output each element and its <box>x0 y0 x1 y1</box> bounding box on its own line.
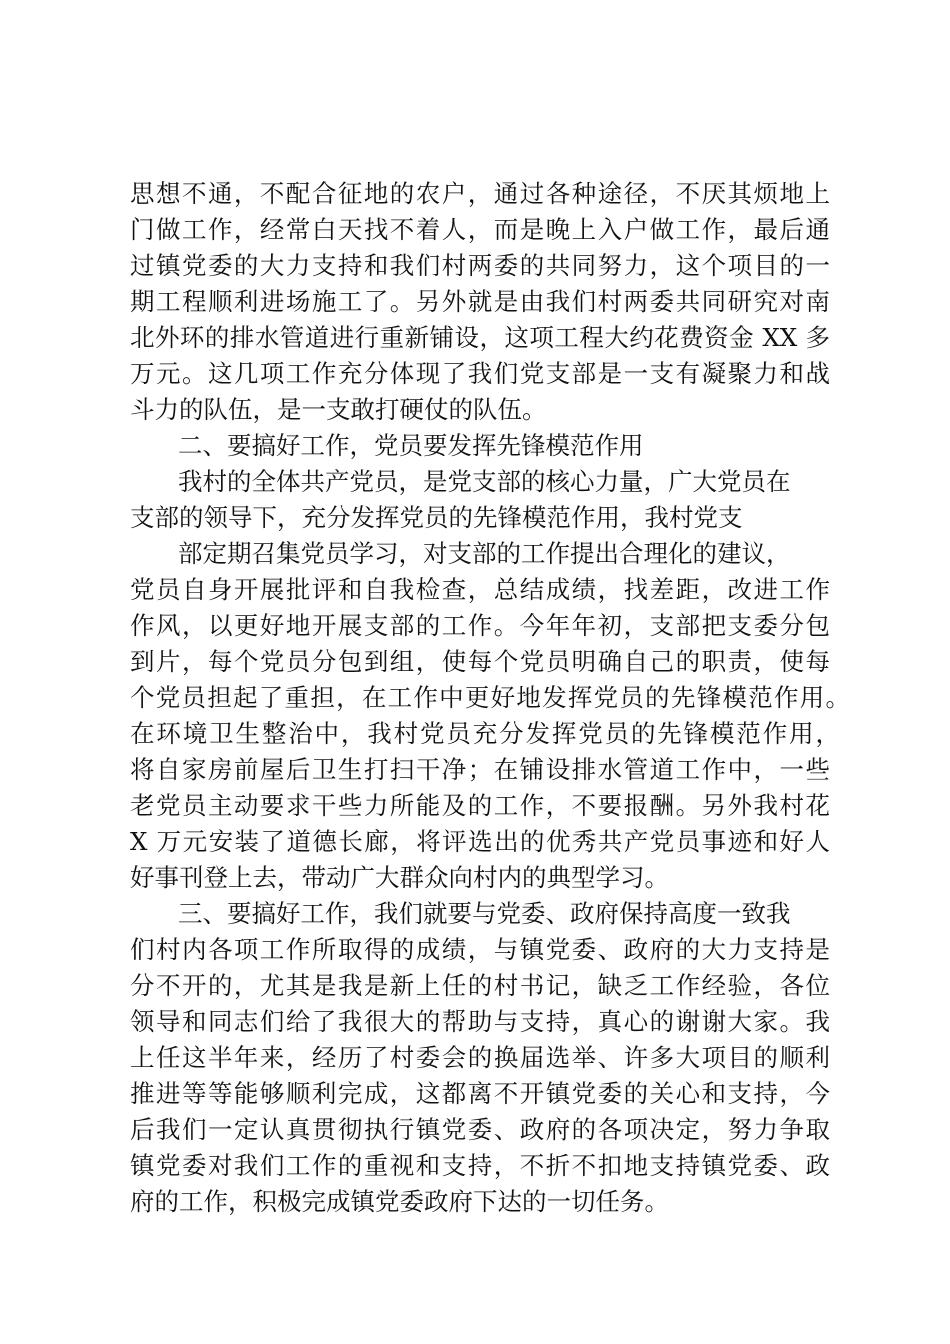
body-line: 领导和同志们给了我很大的帮助与支持，真心的谢谢大家。我 <box>130 1007 830 1036</box>
body-line: 北外环的排水管道进行重新铺设，这项工程大约花费资金 XX 多 <box>130 323 830 352</box>
body-line: 作风，以更好地开展支部的工作。今年年初，支部把支委分包 <box>130 611 830 640</box>
body-line: 斗力的队伍，是一支敢打硬仗的队伍。 <box>130 395 547 424</box>
body-line: 后我们一定认真贯彻执行镇党委、政府的各项决定，努力争取 <box>130 1115 830 1144</box>
body-line: 支部的领导下，充分发挥党员的先锋模范作用，我村党支 <box>130 503 743 532</box>
body-line: 党员自身开展批评和自我检查，总结成绩，找差距，改进工作 <box>130 575 830 604</box>
body-line: 门做工作，经常白天找不着人，而是晚上入户做工作，最后通 <box>130 215 830 244</box>
body-line: 推进等等能够顺利完成，这都离不开镇党委的关心和支持，今 <box>130 1079 830 1108</box>
body-line: 老党员主动要求干些力所能及的工作，不要报酬。另外我村花 <box>130 791 830 820</box>
body-line: 个党员担起了重担，在工作中更好地发挥党员的先锋模范作用。 <box>130 683 850 712</box>
body-line: 府的工作，积极完成镇党委政府下达的一切任务。 <box>130 1187 669 1216</box>
hidden-spacer <box>178 1220 179 1256</box>
body-line: 思想不通，不配合征地的农户，通过各种途径，不厌其烦地上 <box>130 179 830 208</box>
body-line: 好事刊登上去，带动广大群众向村内的典型学习。 <box>130 863 669 892</box>
body-line: 万元。这几项工作充分体现了我们党支部是一支有凝聚力和战 <box>130 359 830 388</box>
body-line: 在环境卫生整治中，我村党员充分发挥党员的先锋模范作用， <box>130 719 840 748</box>
body-line: 期工程顺利进场施工了。另外就是由我们村两委共同研究对南 <box>130 287 830 316</box>
body-line: 上任这半年来，经历了村委会的换届选举、许多大项目的顺利 <box>130 1043 830 1072</box>
body-line: 过镇党委的大力支持和我们村两委的共同努力，这个项目的一 <box>130 251 830 280</box>
section-heading: 三、要搞好工作，我们就要与党委、政府保持高度一致我 <box>178 899 791 928</box>
body-line: 我村的全体共产党员，是党支部的核心力量，广大党员在 <box>178 467 791 496</box>
body-line: 分不开的，尤其是我是新上任的村书记，缺乏工作经验，各位 <box>130 971 830 1000</box>
body-line: X 万元安装了道德长廊，将评选出的优秀共产党员事迹和好人 <box>130 827 830 856</box>
body-line: 镇党委对我们工作的重视和支持，不折不扣地支持镇党委、政 <box>130 1151 830 1180</box>
body-line: 们村内各项工作所取得的成绩，与镇党委、政府的大力支持是 <box>130 935 830 964</box>
body-line: 将自家房前屋后卫生打扫干净；在铺设排水管道工作中，一些 <box>130 755 830 784</box>
body-line: 部定期召集党员学习，对支部的工作提出合理化的建议， <box>178 539 791 568</box>
section-heading: 二、要搞好工作，党员要发挥先锋模范作用 <box>178 431 644 460</box>
body-line: 到片，每个党员分包到组，使每个党员明确自己的职责，使每 <box>130 647 830 676</box>
